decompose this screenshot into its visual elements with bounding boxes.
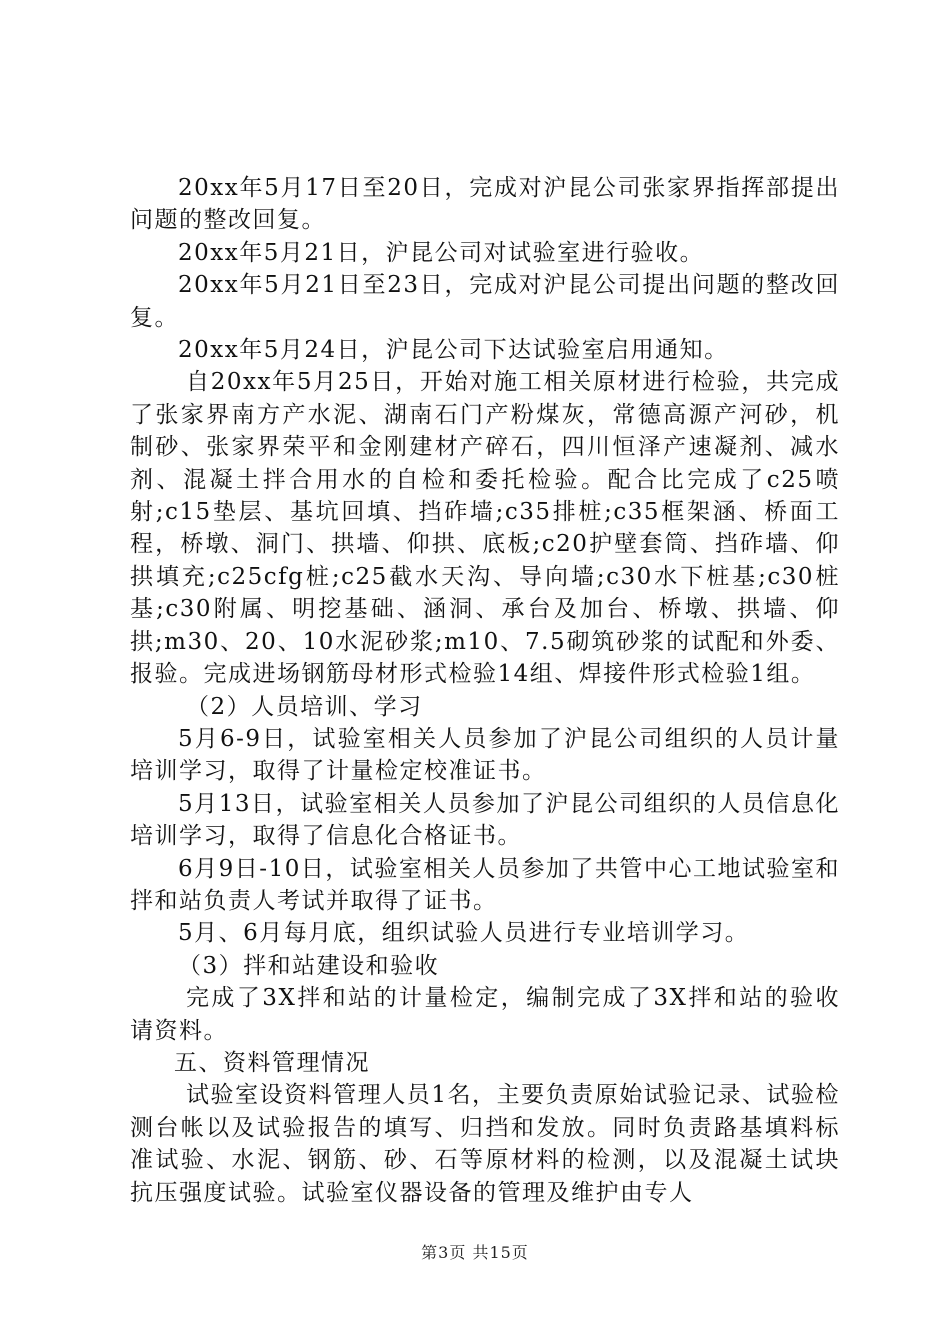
paragraph-rectification-reply: 20xx年5月17日至20日，完成对沪昆公司张家界指挥部提出问题的整改回复。	[130, 175, 840, 234]
section-heading-mixing-station: （3）拌和站建设和验收	[178, 952, 440, 979]
section-heading-data-management: 五、资料管理情况	[174, 1049, 370, 1076]
paragraph-monthly-training: 5月、6月每月底，组织试验人员进行专业培训学习。	[178, 920, 750, 947]
section-heading-training: （2）人员培训、学习	[186, 693, 423, 720]
paragraph-informatization-training: 5月13日，试验室相关人员参加了沪昆公司组织的人员信息化培训学习，取得了信息化合格证书。	[130, 790, 840, 850]
paragraph-lab-acceptance: 20xx年5月21日，沪昆公司对试验室进行验收。	[178, 239, 705, 266]
paragraph-material-testing: 自20xx年5月25日，开始对施工相关原材进行检验，共完成了张家界南方产水泥、湖南石门产粉煤灰，常德高源产河砂，机制砂、张家界荣平和金刚建材产碎石，四川恒泽产速凝剂、减水剂、混凝土拌合用水的自检和委托检验。配合比完成了c25喷射;c15垫层、基坑回填、挡砟墙;c35排桩;c35框架涵、桥面工程，桥墩、洞门、拱墙、仰拱、底板;c20护壁套筒、挡砟墙、仰拱填充;c25cfg桩;c25截水天沟、导向墙;c30水下桩基;c30桩基;c30附属、明挖基础、涵洞、承台及加台、桥墩、拱墙、仰拱;m30、20、10水泥砂浆;m10、7.5砌筑砂浆的试配和外委、报验。完成进场钢筋母材形式检验14组、焊接件形式检验1组。	[130, 369, 840, 688]
paragraph-rectification-reply-2: 20xx年5月21日至23日，完成对沪昆公司提出问题的整改回复。	[130, 272, 840, 331]
paragraph-data-management: 试验室设资料管理人员1名，主要负责原始试验记录、试验检测台帐以及试验报告的填写、归挡和发放。同时负责路基填料标准试验、水泥、钢筋、砂、石等原材料的检测，以及混凝土试块抗压强度试验。试验室仪器设备的管理及维护由专人	[130, 1082, 840, 1206]
paragraph-lab-activation-notice: 20xx年5月24日，沪昆公司下达试验室启用通知。	[178, 337, 729, 364]
paragraph-exam-certificate: 6月9日-10日，试验室相关人员参加了共管中心工地试验室和拌和站负责人考试并取得了证书。	[130, 855, 840, 914]
paragraph-mixing-station-calibration: 完成了3X拌和站的计量检定，编制完成了3X拌和站的验收请资料。	[130, 985, 840, 1044]
document-body	[130, 172, 840, 1209]
paragraph-metrology-training: 5月6-9日，试验室相关人员参加了沪昆公司组织的人员计量培训学习，取得了计量检定校准证书。	[130, 725, 840, 785]
page-number: 第3页 共15页	[421, 1243, 529, 1262]
